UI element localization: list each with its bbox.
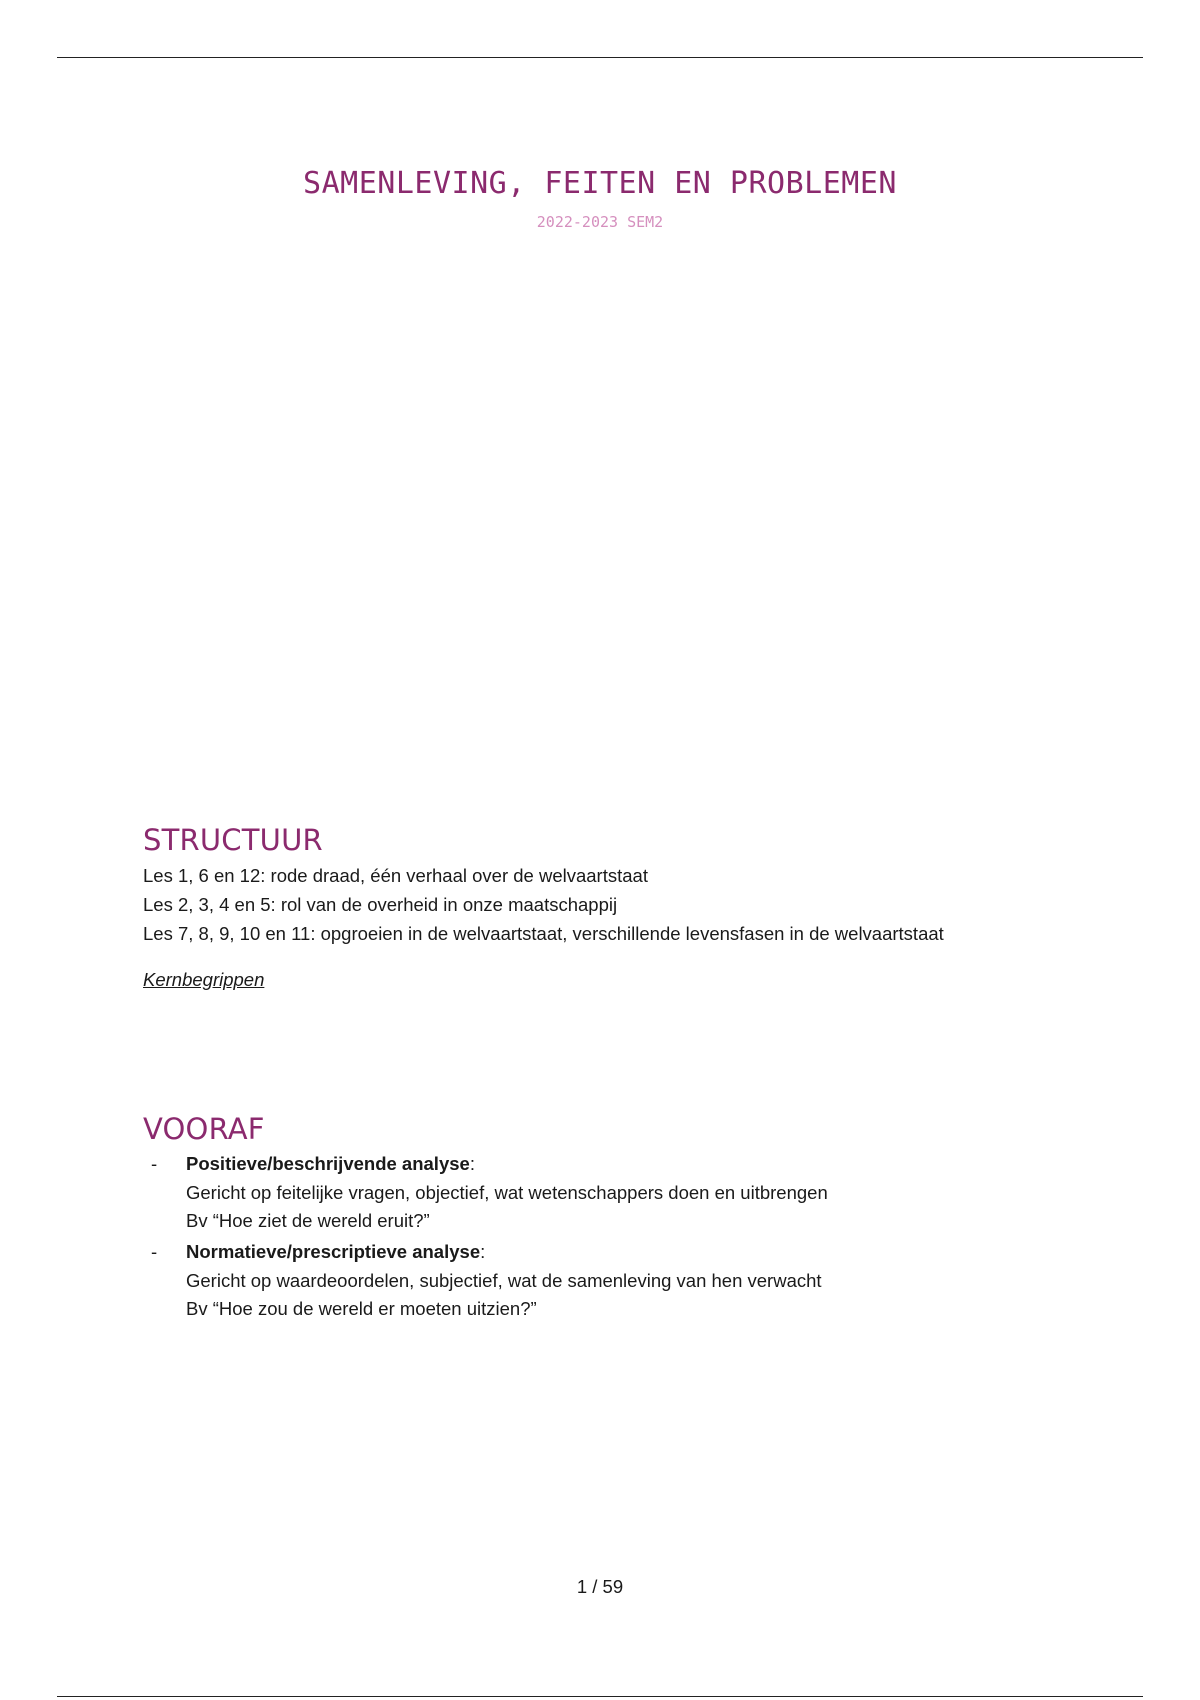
bullet-term: Normatieve/prescriptieve analyse	[186, 1241, 481, 1262]
kernbegrippen-label: Kernbegrippen	[143, 969, 265, 990]
structuur-line: Les 2, 3, 4 en 5: rol van de overheid in onze maatschappij	[143, 894, 618, 915]
structuur-line: Les 7, 8, 9, 10 en 11: opgroeien in de welvaartstaat, verschillende levensfasen in de welvaartstaat	[143, 923, 944, 944]
bullet-dash: -	[151, 1241, 158, 1262]
bullet-term: Positieve/beschrijvende analyse	[186, 1153, 470, 1174]
bullet-example: Bv “Hoe ziet de wereld eruit?”	[186, 1210, 430, 1231]
bullet-colon: :	[469, 1153, 475, 1174]
bullet-example: Bv “Hoe zou de wereld er moeten uitzien?”	[186, 1298, 537, 1319]
document-subtitle: 2022-2023 SEM2	[536, 213, 664, 231]
bullet-term-line	[186, 1150, 1143, 1179]
bullet-term-line	[186, 1238, 1143, 1267]
list-item	[143, 1150, 1143, 1236]
bullet-description: Gericht op feitelijke vragen, objectief, wat wetenschappers doen en uitbrengen	[186, 1181, 828, 1203]
bullet-description: Gericht op waardeoordelen, subjectief, wat de samenleving van hen verwacht	[186, 1269, 822, 1291]
list-item	[143, 1238, 1143, 1324]
bullet-body	[186, 1150, 1143, 1236]
bullet-dash: -	[151, 1153, 158, 1174]
header-rule	[57, 57, 1143, 58]
section-heading-structuur: STRUCTUUR	[143, 823, 323, 857]
structuur-line: Les 1, 6 en 12: rode draad, één verhaal over de welvaartstaat	[143, 865, 648, 886]
page-number: 1 / 59	[576, 1576, 624, 1597]
document-title: SAMENLEVING, FEITEN EN PROBLEMEN	[303, 166, 897, 201]
footer-rule	[57, 1696, 1143, 1697]
bullet-colon: :	[480, 1241, 486, 1262]
section-heading-vooraf: VOORAF	[143, 1112, 265, 1146]
bullet-body	[186, 1238, 1143, 1324]
